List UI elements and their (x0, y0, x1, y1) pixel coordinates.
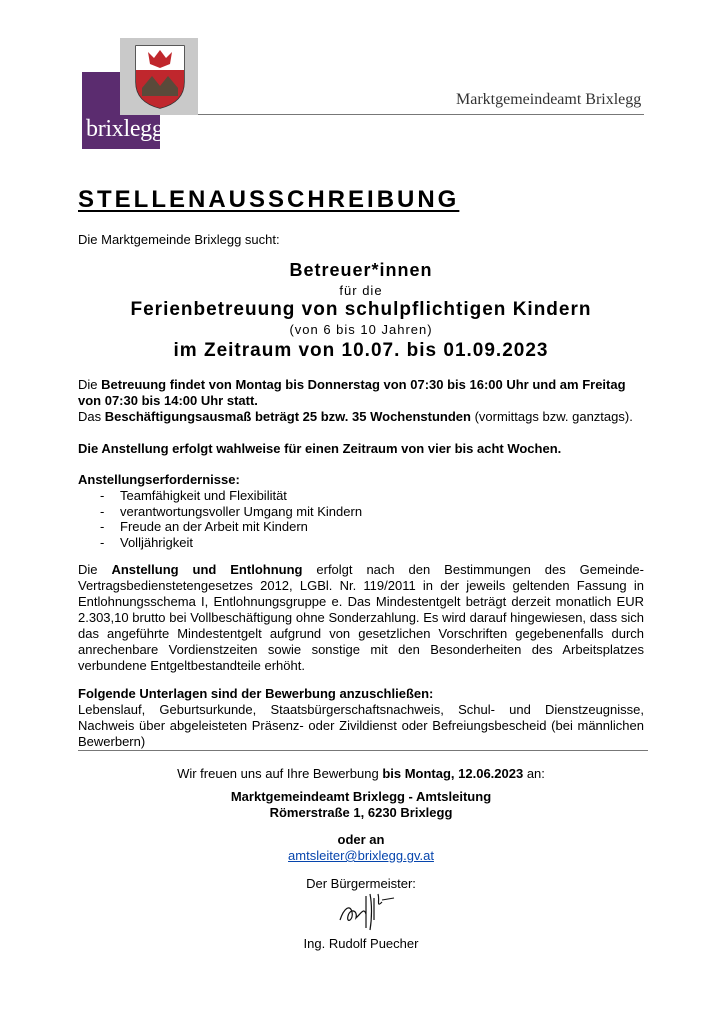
requirements-section (78, 472, 644, 550)
salary-paragraph: Die Anstellung und Entlohnung erfolgt nach den Bestimmungen des Gemeinde-Vertragsbedienstetengesetzes 2012, LGBl. Nr. 119/2011 in der jeweils geltenden Fassung in Entlohnungsschema I, Entlohnungsgruppe e. Das Mindestentgelt beträgt derzeit monatlich EUR 2.303,10 brutto bei Vollbeschäftigung ohne Sonderzahlung. Es wird darauf hingewiesen, dass sich das angeführte Mindestentgelt aufgrund von gesetzlichen Vorschriften gegebenenfalls durch anrechenbare Vordienstzeiten sowie sonstige mit den Besonderheiten des Arbeitsplatzes verbundene Entgeltbestandteile erhöht. (78, 562, 644, 673)
logo-text: brixlegg (86, 116, 164, 142)
email-link[interactable]: amtsleiter@brixlegg.gv.at (288, 848, 434, 863)
documents-text: Lebenslauf, Geburtsurkunde, Staatsbürgerschaftsnachweis, Schul- und Dienstzeugnisse, Nachweis über abgeleisteten Präsenz- oder Zivildienst oder Befreiungsbescheid (bei männlichen Bewerbern) (78, 702, 644, 749)
email-line (78, 848, 644, 864)
apply-text: Wir freuen uns auf Ihre Bewerbung bis Montag, 12.06.2023 an: (177, 766, 545, 781)
address-line-2: Römerstraße 1, 6230 Brixlegg (269, 805, 453, 820)
program-heading: Ferienbetreuung von schulpflichtigen Kindern (130, 299, 592, 320)
coat-of-arms-icon (134, 44, 186, 110)
list-item: - Volljährigkeit (100, 534, 193, 550)
list-item: - Teamfähigkeit und Flexibilität (100, 488, 287, 503)
documents-section (78, 686, 644, 750)
header-divider (198, 114, 644, 115)
or-text: oder an (337, 832, 385, 847)
period-heading: im Zeitraum von 10.07. bis 01.09.2023 (173, 340, 549, 361)
requirements-heading: Anstellungserfordernisse: (78, 472, 240, 487)
age-range: (von 6 bis 10 Jahren) (289, 322, 433, 337)
signature-icon (336, 890, 396, 932)
list-item: - Freude an der Arbeit mit Kindern (100, 519, 308, 534)
signer-name: Ing. Rudolf Puecher (303, 936, 419, 951)
role-heading: Betreuer*innen (289, 260, 433, 280)
address-line-1: Marktgemeindeamt Brixlegg - Amtsleitung (230, 789, 492, 804)
signer-title: Der Bürgermeister: (306, 876, 416, 891)
documents-heading: Folgende Unterlagen sind der Bewerbung anzuschließen: (78, 686, 434, 701)
list-item: - verantwortungsvoller Umgang mit Kindern (100, 503, 363, 519)
for-text: für die (339, 283, 383, 298)
page-title: STELLENAUSSCHREIBUNG (78, 186, 460, 213)
office-name: Marktgemeindeamt Brixlegg (456, 91, 642, 108)
footer-divider (78, 750, 648, 751)
schedule-paragraph: Die Betreuung findet von Montag bis Donnerstag von 07:30 bis 16:00 Uhr und am Freitag von 07:30 bis 14:00 Uhr statt. Das Beschäftigungsausmaß beträgt 25 bzw. 35 Wochenstunden (vormittags bzw. ganztags). (78, 377, 633, 424)
intro-text: Die Marktgemeinde Brixlegg sucht: (78, 232, 280, 247)
employment-note: Die Anstellung erfolgt wahlweise für einen Zeitraum von vier bis acht Wochen. (78, 441, 562, 456)
requirements-list (78, 488, 644, 550)
